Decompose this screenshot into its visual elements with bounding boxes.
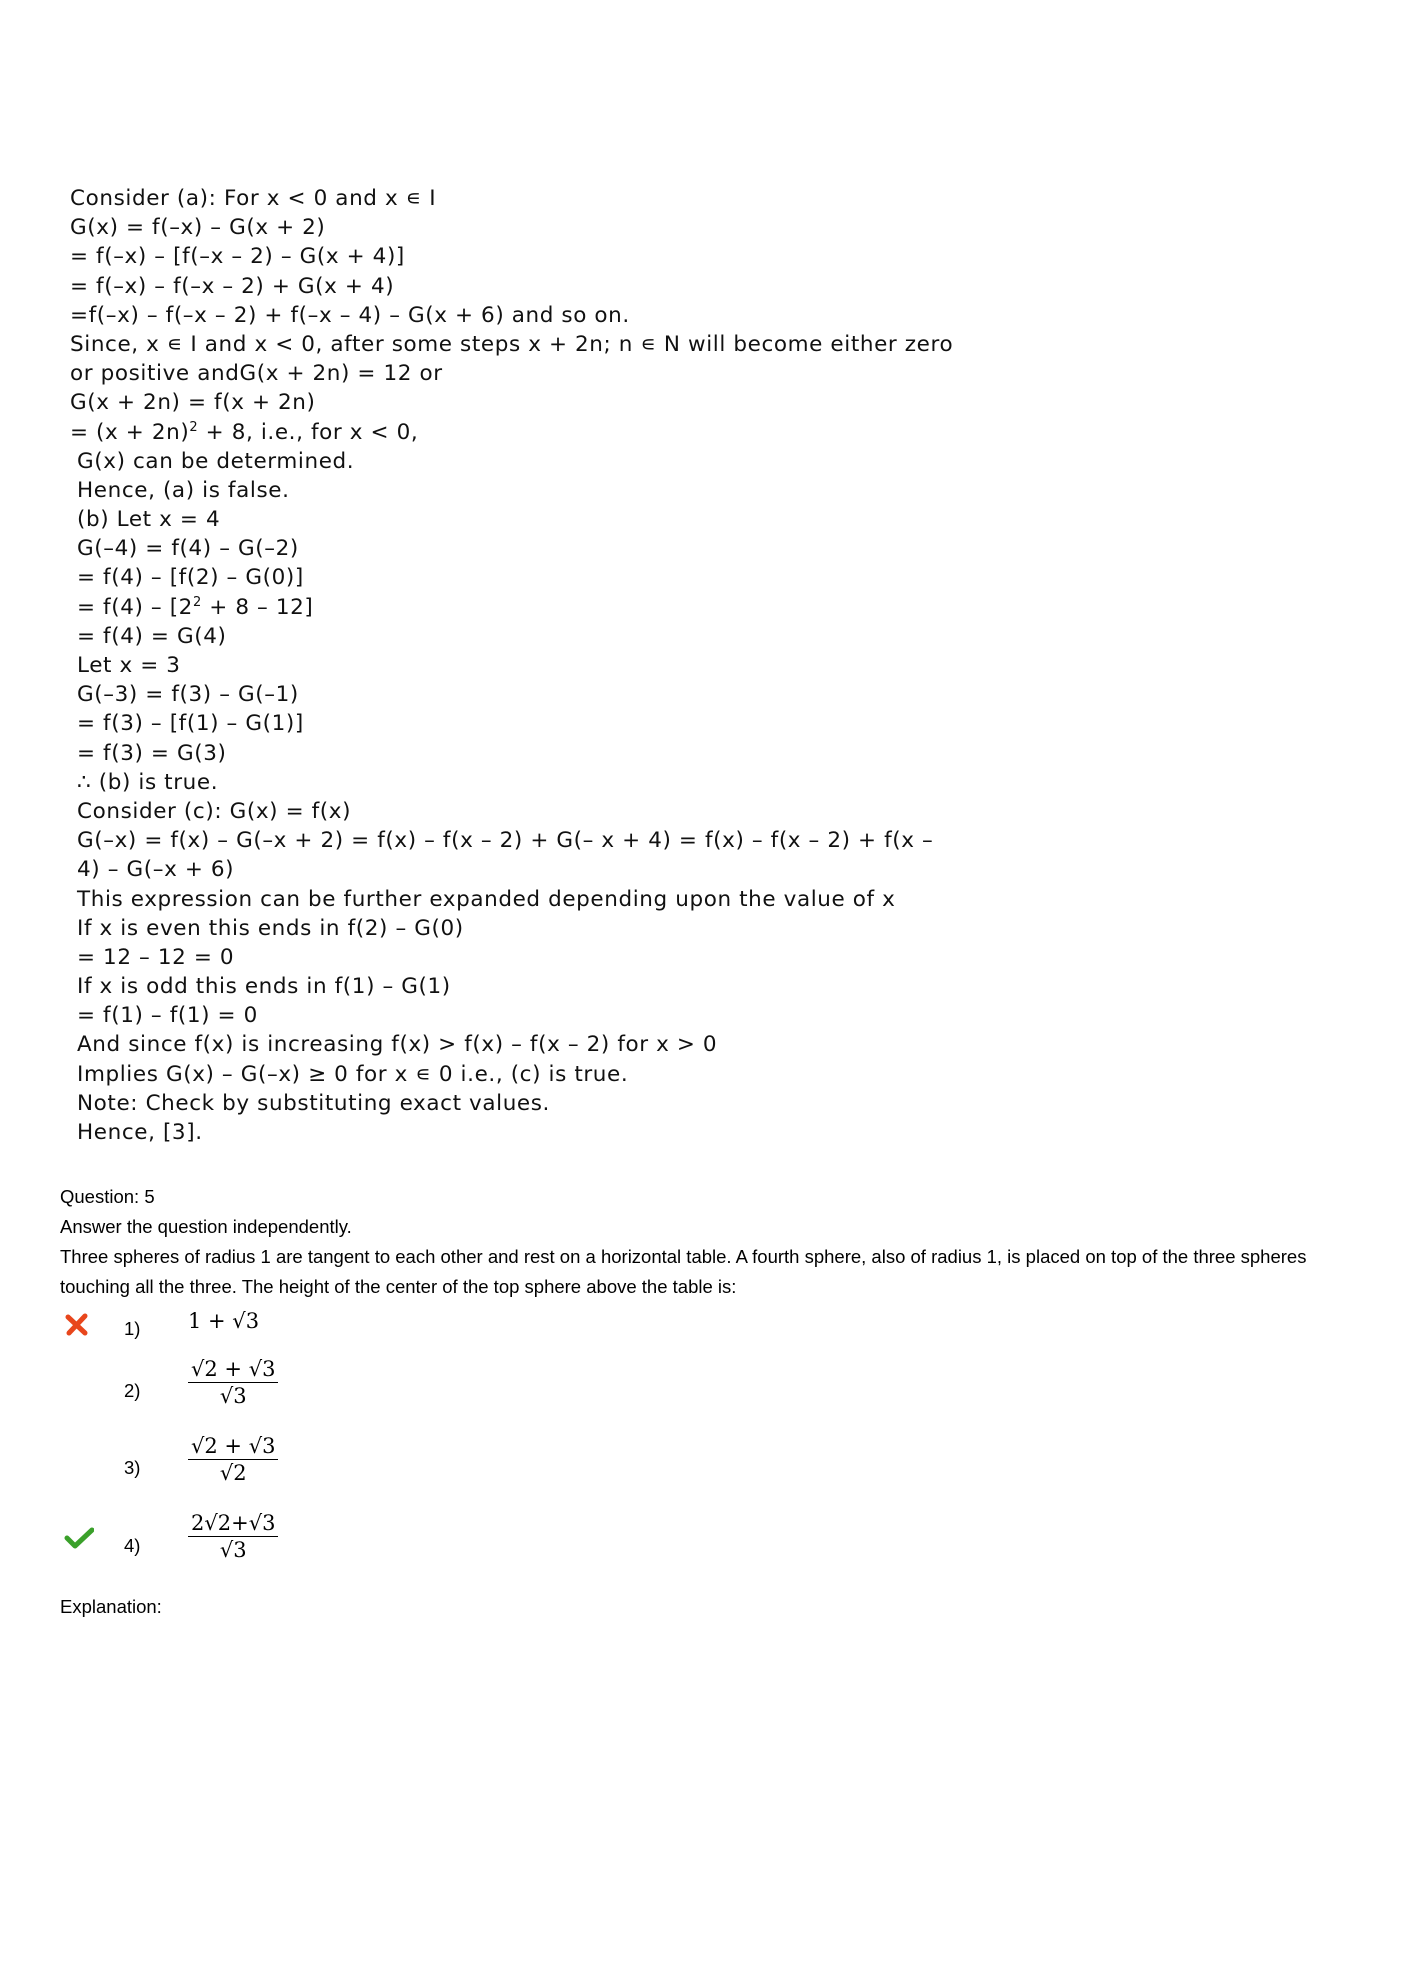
solution-line-text: = f(4) – [2 <box>77 594 193 620</box>
denominator: √3 <box>219 1384 247 1408</box>
solution-line: = f(4) – [f(2) – G(0)] <box>77 565 304 591</box>
cross-icon <box>64 1312 90 1338</box>
numerator: √2 + √3 <box>188 1358 278 1383</box>
solution-line: = f(3) = G(3) <box>77 740 227 766</box>
solution-line: Note: Check by substituting exact values. <box>77 1090 550 1116</box>
solution-line: = f(–x) – [f(–x – 2) – G(x + 4)] <box>70 244 405 270</box>
fraction <box>188 1512 278 1561</box>
solution-line: Hence, (a) is false. <box>77 477 290 503</box>
option-expression <box>188 1512 278 1561</box>
solution-line <box>70 418 1010 447</box>
solution-line: G(x) can be determined. <box>77 448 355 474</box>
numerator: 2√2+√3 <box>188 1512 278 1537</box>
solution-line: = f(4) = G(4) <box>77 623 227 649</box>
solution-line: G(x) = f(–x) – G(x + 2) <box>70 215 326 241</box>
solution-line: And since f(x) is increasing f(x) > f(x) – f(x – 2) for x > 0 <box>77 1032 718 1058</box>
option-label: 1) <box>124 1318 141 1339</box>
option-expression <box>188 1435 278 1484</box>
question-text: Three spheres of radius 1 are tangent to each other and rest on a horizontal table. A fourth sphere, also of radius 1, is placed on top of the three spheres touching all the three. The height of the center of the top sphere above the table is: <box>60 1246 1307 1297</box>
solution-line: G(–x) = f(x) – G(–x + 2) = f(x) – f(x – 2) + G(– x + 4) = f(x) – f(x – 2) + f(x – <box>77 828 934 854</box>
solution-line-text: + 8 – 12] <box>201 594 314 620</box>
solution-line: = 12 – 12 = 0 <box>77 944 235 970</box>
solution-line: This expression can be further expanded depending upon the value of x <box>77 886 896 912</box>
solution-line: = f(3) – [f(1) – G(1)] <box>77 711 304 737</box>
solution-line: ∴ (b) is true. <box>77 769 219 795</box>
solution-line <box>70 593 1010 622</box>
solution-line: Consider (c): G(x) = f(x) <box>77 798 352 824</box>
fraction <box>188 1435 278 1484</box>
option-label: 3) <box>124 1457 141 1478</box>
denominator: √3 <box>219 1538 247 1562</box>
solution-line: G(x + 2n) = f(x + 2n) <box>70 390 316 416</box>
solution-line: = f(1) – f(1) = 0 <box>77 1003 258 1029</box>
solution-line: Hence, [3]. <box>77 1120 203 1145</box>
solution-line: Implies G(x) – G(–x) ≥ 0 for x ∊ 0 i.e., (c) is true. <box>77 1061 629 1087</box>
question-number: Question: 5 <box>60 1186 155 1207</box>
superscript: 2 <box>189 419 199 435</box>
solution-line: Consider (a): For x < 0 and x ∊ I <box>70 186 437 211</box>
solution-line: 4) – G(–x + 6) <box>77 857 235 883</box>
solution-line-text: = (x + 2n) <box>70 419 190 445</box>
superscript: 2 <box>192 594 202 610</box>
option-expression <box>188 1358 278 1407</box>
option-label: 4) <box>124 1535 141 1556</box>
option-expression: 1 + √3 <box>188 1309 260 1333</box>
question-instruction: Answer the question independently. <box>60 1216 352 1237</box>
solution-line: = f(–x) – f(–x – 2) + G(x + 4) <box>70 273 395 299</box>
solution-line: If x is odd this ends in f(1) – G(1) <box>77 974 451 1000</box>
option-label: 2) <box>124 1380 141 1401</box>
checkmark-icon <box>64 1526 94 1550</box>
solution-line: Since, x ∊ I and x < 0, after some steps x + 2n; n ∊ N will become either zero <box>70 331 954 357</box>
fraction <box>188 1358 278 1407</box>
solution-line: Let x = 3 <box>77 653 181 678</box>
solution-line: G(–4) = f(4) – G(–2) <box>77 536 299 562</box>
solution-line: or positive andG(x + 2n) = 12 or <box>70 361 443 387</box>
solution-line: G(–3) = f(3) – G(–1) <box>77 682 299 708</box>
solution-line: (b) Let x = 4 <box>77 507 221 533</box>
denominator: √2 <box>219 1461 247 1485</box>
solution-line-text: + 8, i.e., for x < 0, <box>198 419 419 445</box>
solution-block <box>70 184 1010 1147</box>
solution-line: =f(–x) – f(–x – 2) + f(–x – 4) – G(x + 6) and so on. <box>70 302 630 328</box>
explanation-label: Explanation: <box>60 1596 162 1617</box>
solution-line: If x is even this ends in f(2) – G(0) <box>77 915 464 941</box>
numerator: √2 + √3 <box>188 1435 278 1460</box>
